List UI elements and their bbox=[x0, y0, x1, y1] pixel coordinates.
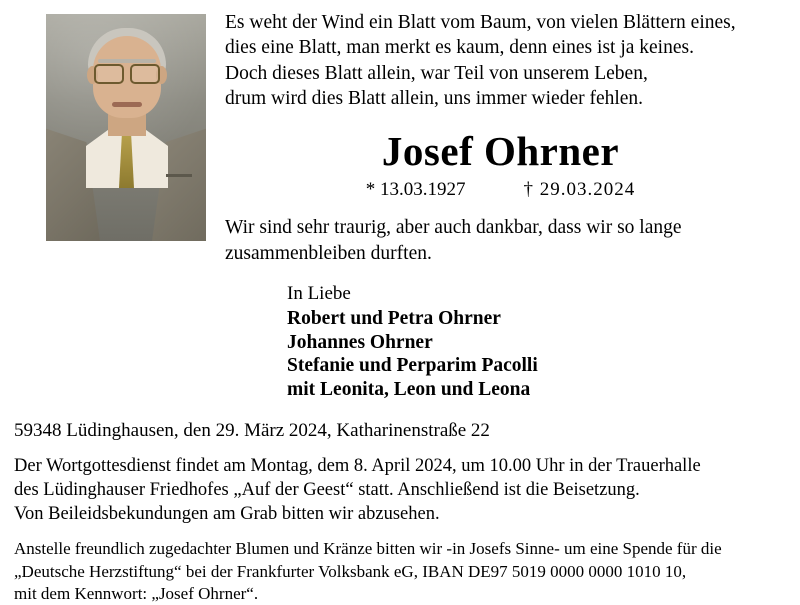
deceased-name: Josef Ohrner bbox=[381, 128, 620, 175]
donation-line: „Deutsche Herzstiftung“ bei der Frankfurter Volksbank eG, IBAN DE97 5019 0000 0000 1010 10, bbox=[14, 561, 687, 581]
place-and-date-line: 59348 Lüdinghausen, den 29. März 2024, Katharinenstraße 22 bbox=[14, 419, 490, 441]
gratitude-line: Wir sind sehr traurig, aber auch dankbar, dass wir so lange bbox=[225, 217, 682, 239]
eyebrow-shape bbox=[98, 59, 156, 63]
donation-line: mit dem Kennwort: „Josef Ohrner“. bbox=[14, 583, 259, 603]
family-member: Johannes Ohrner bbox=[287, 331, 433, 353]
service-line: Der Wortgottesdienst findet am Montag, dem 8. April 2024, um 10.00 Uhr in der Trauerhalle bbox=[14, 455, 701, 476]
gratitude-text bbox=[225, 215, 776, 266]
service-details bbox=[14, 454, 786, 526]
service-line: Von Beileidsbekundungen am Grab bitten wir abzusehen. bbox=[14, 504, 440, 525]
portrait-photo bbox=[46, 14, 206, 241]
poem bbox=[225, 10, 776, 111]
family-member: mit Leonita, Leon und Leona bbox=[287, 379, 531, 401]
poem-line: drum wird dies Blatt allein, uns immer wieder fehlen. bbox=[225, 88, 644, 110]
donation-request bbox=[14, 538, 786, 605]
donation-line: Anstelle freundlich zugedachter Blumen und Kränze bitten wir -in Josefs Sinne- um eine Spende für die bbox=[14, 539, 722, 559]
service-line: des Lüdinghauser Friedhofes „Auf der Geest“ statt. Anschließend ist die Beisetzung. bbox=[14, 480, 640, 501]
family-member: Stefanie und Perparim Pacolli bbox=[287, 355, 538, 377]
mouth-shape bbox=[112, 102, 142, 107]
top-section bbox=[14, 10, 786, 402]
gratitude-line: zusammenbleiben durften. bbox=[225, 243, 432, 265]
family-list bbox=[287, 307, 776, 402]
in-love-label: In Liebe bbox=[287, 282, 351, 304]
death-date: † 29.03.2024 bbox=[523, 179, 636, 201]
birth-date: * 13.03.1927 bbox=[365, 179, 466, 201]
poem-line: dies eine Blatt, man merkt es kaum, denn eines ist ja keines. bbox=[225, 37, 694, 59]
poem-line: Doch dieses Blatt allein, war Teil von unserem Leben, bbox=[225, 62, 648, 84]
life-dates bbox=[225, 179, 776, 201]
poem-line: Es weht der Wind ein Blatt vom Baum, von vielen Blättern eines, bbox=[225, 12, 736, 33]
poem-column bbox=[219, 10, 786, 402]
family-member: Robert und Petra Ohrner bbox=[287, 307, 501, 329]
portrait-column bbox=[14, 10, 219, 241]
glasses-icon bbox=[94, 64, 160, 81]
pocket-shape bbox=[166, 174, 192, 177]
